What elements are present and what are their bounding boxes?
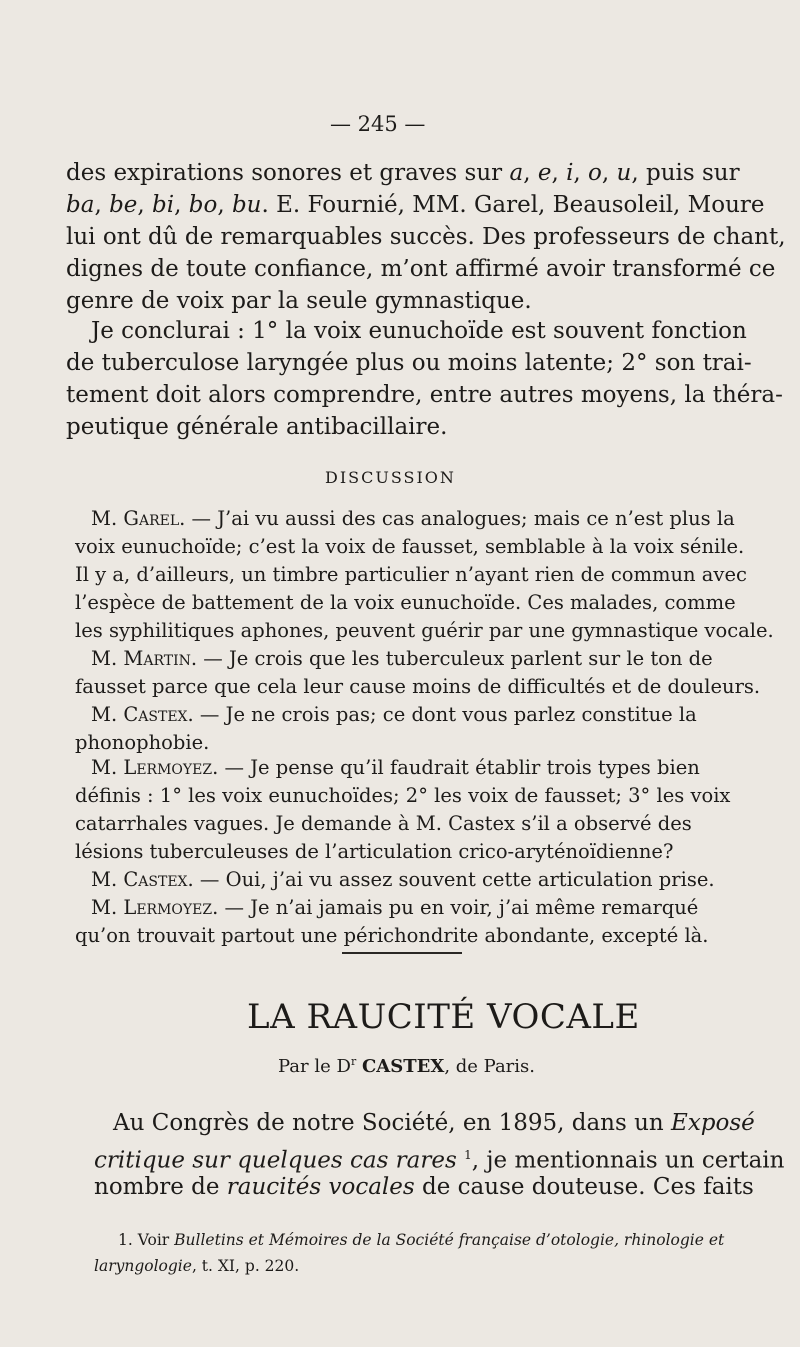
discussion-line: M. Garel. — J’ai vu aussi des cas analogues; mais ce n’est plus la (91, 507, 735, 530)
page-number: — 245 — (330, 112, 426, 136)
discussion-line: voix eunuchoïde; c’est la voix de fausset, semblable à la voix sénile. (75, 535, 745, 558)
body-line: Au Congrès de notre Société, en 1895, dans un Exposé (113, 1110, 755, 1136)
text-line: dignes de toute confiance, m’ont affirmé avoir transformé ce (66, 256, 776, 282)
discussion-line: les syphilitiques aphones, peuvent guérir par une gymnastique vocale. (75, 619, 774, 642)
discussion-line: qu’on trouvait partout une périchondrite abondante, excepté là. (75, 924, 709, 947)
discussion-line: l’espèce de battement de la voix eunuchoïde. Ces malades, comme (75, 591, 736, 614)
discussion-line: catarrhales vagues. Je demande à M. Castex s’il a observé des (75, 812, 692, 835)
discussion-line: M. Martin. — Je crois que les tuberculeux parlent sur le ton de (91, 647, 713, 670)
text-line: de tuberculose laryngée plus ou moins latente; 2° son trai- (66, 350, 752, 376)
article-title: LA RAUCITÉ VOCALE (247, 997, 640, 1037)
text-line: tement doit alors comprendre, entre autres moyens, la théra- (66, 382, 783, 408)
text-line: peutique générale antibacillaire. (66, 414, 448, 440)
discussion-line: Il y a, d’ailleurs, un timbre particulier n’ayant rien de commun avec (75, 563, 747, 586)
discussion-line: M. Lermoyez. — Je n’ai jamais pu en voir, j’ai même remarqué (91, 896, 699, 919)
discussion-line: fausset parce que cela leur cause moins de difficultés et de douleurs. (75, 675, 761, 698)
discussion-line: M. Castex. — Je ne crois pas; ce dont vous parlez constitue la (91, 703, 697, 726)
body-line: nombre de raucités vocales de cause douteuse. Ces faits (94, 1174, 754, 1200)
discussion-line: lésions tuberculeuses de l’articulation crico-aryténoïdienne? (75, 840, 674, 863)
discussion-line: M. Castex. — Oui, j’ai vu assez souvent cette articulation prise. (91, 868, 715, 891)
footnote-line: 1. Voir Bulletins et Mémoires de la Société française d’otologie, rhinologie et (118, 1231, 725, 1249)
discussion-line: phonophobie. (75, 731, 210, 754)
discussion-line: M. Lermoyez. — Je pense qu’il faudrait établir trois types bien (91, 756, 700, 779)
text-line: genre de voix par la seule gymnastique. (66, 288, 532, 314)
text-line: ba, be, bi, bo, bu. E. Fournié, MM. Garel, Beausoleil, Moure (66, 192, 765, 218)
text-line: des expirations sonores et graves sur a, e, i, o, u, puis sur (66, 160, 740, 186)
text-line: Je conclurai : 1° la voix eunuchoïde est souvent fonction (91, 318, 747, 344)
section-divider (342, 952, 462, 954)
article-byline: Par le $D^r$ CASTEX, de Paris. (278, 1055, 536, 1077)
discussion-heading: DISCUSSION (325, 468, 456, 487)
text-line: lui ont dû de remarquables succès. Des professeurs de chant, (66, 224, 786, 250)
footnote-line: laryngologie, t. XI, p. 220. (94, 1257, 300, 1275)
discussion-line: définis : 1° les voix eunuchoïdes; 2° les voix de fausset; 3° les voix (75, 784, 731, 807)
body-line: critique sur quelques cas rares $^1$, je mentionnais un certain (94, 1147, 785, 1174)
